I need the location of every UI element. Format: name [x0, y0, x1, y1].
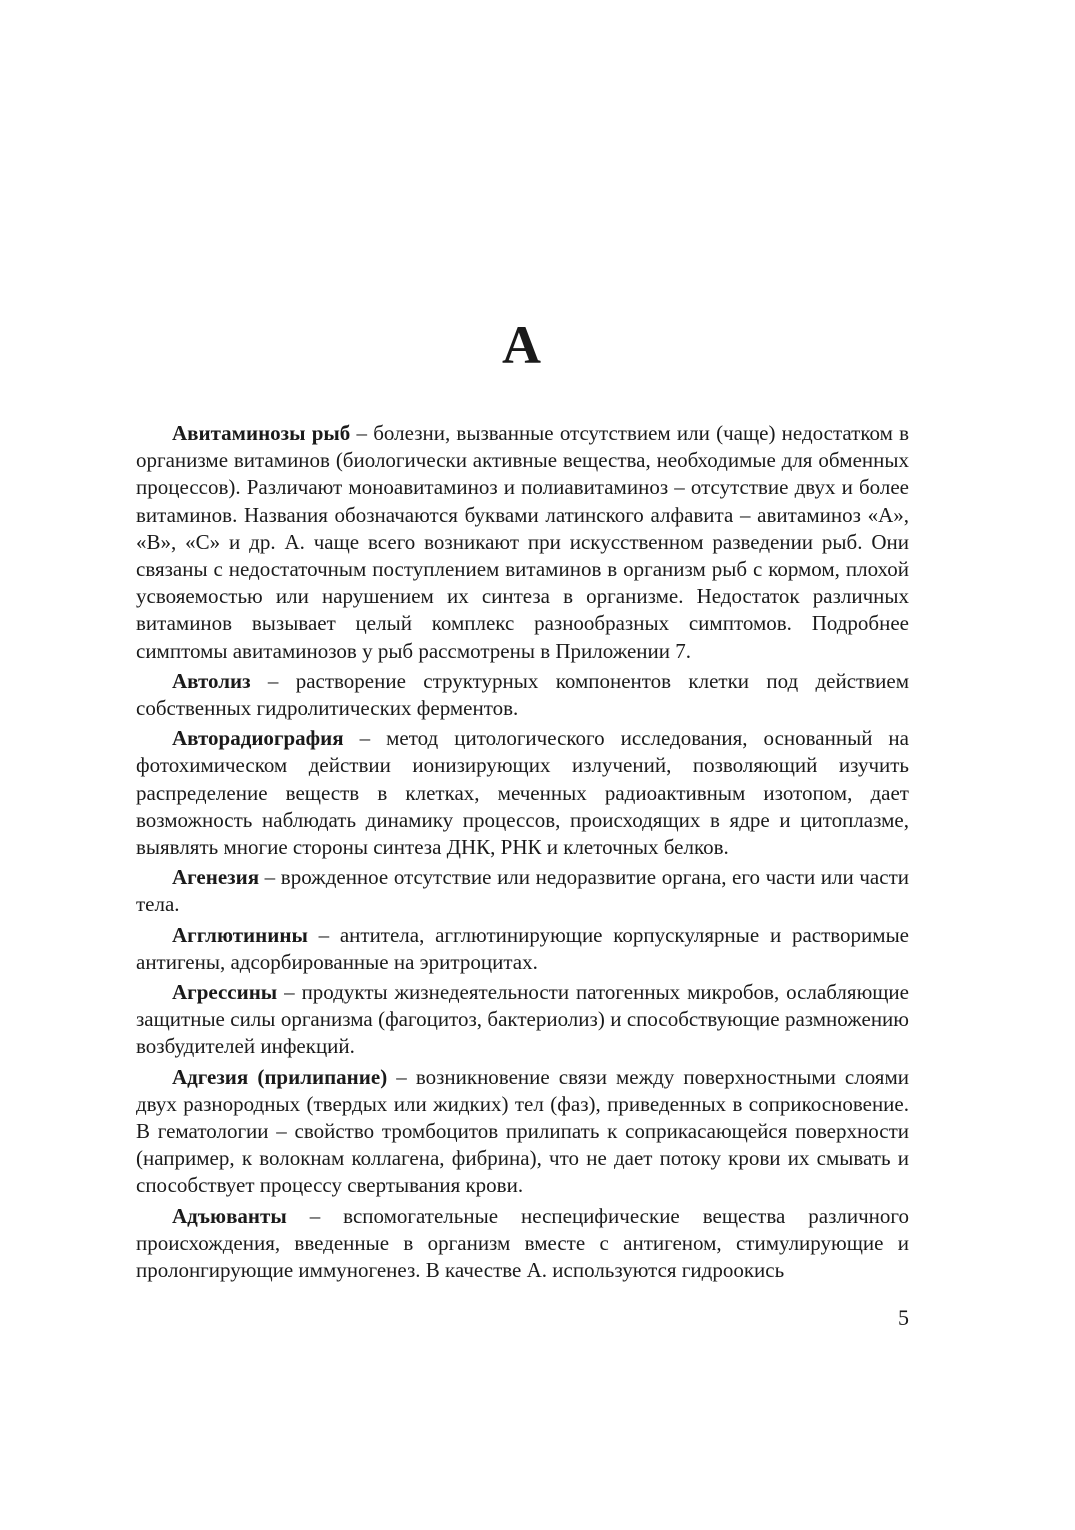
entry-adhesion: [136, 1064, 909, 1200]
entry-term: Адъюванты: [172, 1203, 287, 1228]
entry-term: Авторадиография: [172, 726, 344, 751]
entry-agglutinins: [136, 922, 909, 976]
entry-autoradiography: [136, 725, 909, 861]
entry-term: Авитаминозы рыб: [172, 421, 351, 445]
entry-term: Агенезия: [172, 865, 260, 890]
glossary-text: [136, 420, 909, 1287]
entry-aggressins: [136, 979, 909, 1061]
entry-autolysis: [136, 668, 909, 722]
section-letter-heading: А: [502, 315, 541, 375]
entry-definition: – возникновение связи между поверхностными слоями двух разнородных (твердых или жидких) тел (фаз), приведенных в соприкосновение. В гематологии – свойство тромбоцитов прилипать к соприкасающейся поверхности (например, к волокнам коллагена, фибрина), что не дает потоку крови их смывать и способствует процессу свертывания крови.: [136, 1064, 909, 1198]
entry-definition: – болезни, вызванные отсутствием или (чаще) недостатком в организме витаминов (биологически активные вещества, необходимые для обменных процессов). Различают моноавитаминоз и полиавитаминоз – отсутствие двух и более витаминов. Названия обозначаются буквами латинского алфавита – авитаминоз «А», «В», «С» и др. А. чаще всего возникают при искусственном разведении рыб. Они связаны с недостаточным поступлением витаминов в организм рыб с кормом, плохой усвояемостью или нарушением их синтеза в организме. Недостаток различных витаминов вызывает целый комплекс разнообразных симптомов. Подробнее симптомы авитаминозов у рыб рассмотрены в Приложении 7.: [136, 421, 910, 663]
entry-definition: – метод цитологического исследования, основанный на фотохимическом действии ионизирующих излучений, позволяющий изучить распределение веществ в клетках, меченных радиоактивным изотопом, дает возможность наблюдать динамику процессов, происходящих в ядре и цитоплазме, выявлять многие стороны синтеза ДНК, РНК и клеточных белков.: [136, 726, 909, 860]
entry-definition: – растворение структурных компонентов клетки под действием собственных гидролитических ферментов.: [136, 668, 909, 721]
entry-term: Адгезия (прилипание): [172, 1064, 388, 1089]
entry-adjuvants: [136, 1203, 909, 1285]
entry-avitaminosis: [136, 420, 909, 665]
entry-term: Агглютинины: [172, 922, 308, 947]
entry-term: Агрессины: [172, 980, 278, 1005]
entry-agenesis: [136, 864, 909, 918]
entry-definition: – врожденное отсутствие или недоразвитие органа, его части или части тела.: [136, 865, 909, 917]
entry-definition: – антитела, агглютинирующие корпускулярные и растворимые антигены, адсорбированные на эритроцитах.: [136, 922, 909, 974]
entry-definition: – вспомогательные неспецифические вещества различного происхождения, введенные в организм вместе с антигеном, стимулирующие и пролонгирующие иммуногенез. В качестве А. используются гидроокись: [136, 1203, 909, 1283]
page-number: 5: [898, 1305, 909, 1330]
entry-definition: – продукты жизнедеятельности патогенных микробов, ослабляющие защитные силы организма (фагоцитоз, бактериолиз) и способствующие размножению возбудителей инфекций.: [136, 980, 909, 1059]
entry-term: Автолиз: [172, 668, 251, 693]
